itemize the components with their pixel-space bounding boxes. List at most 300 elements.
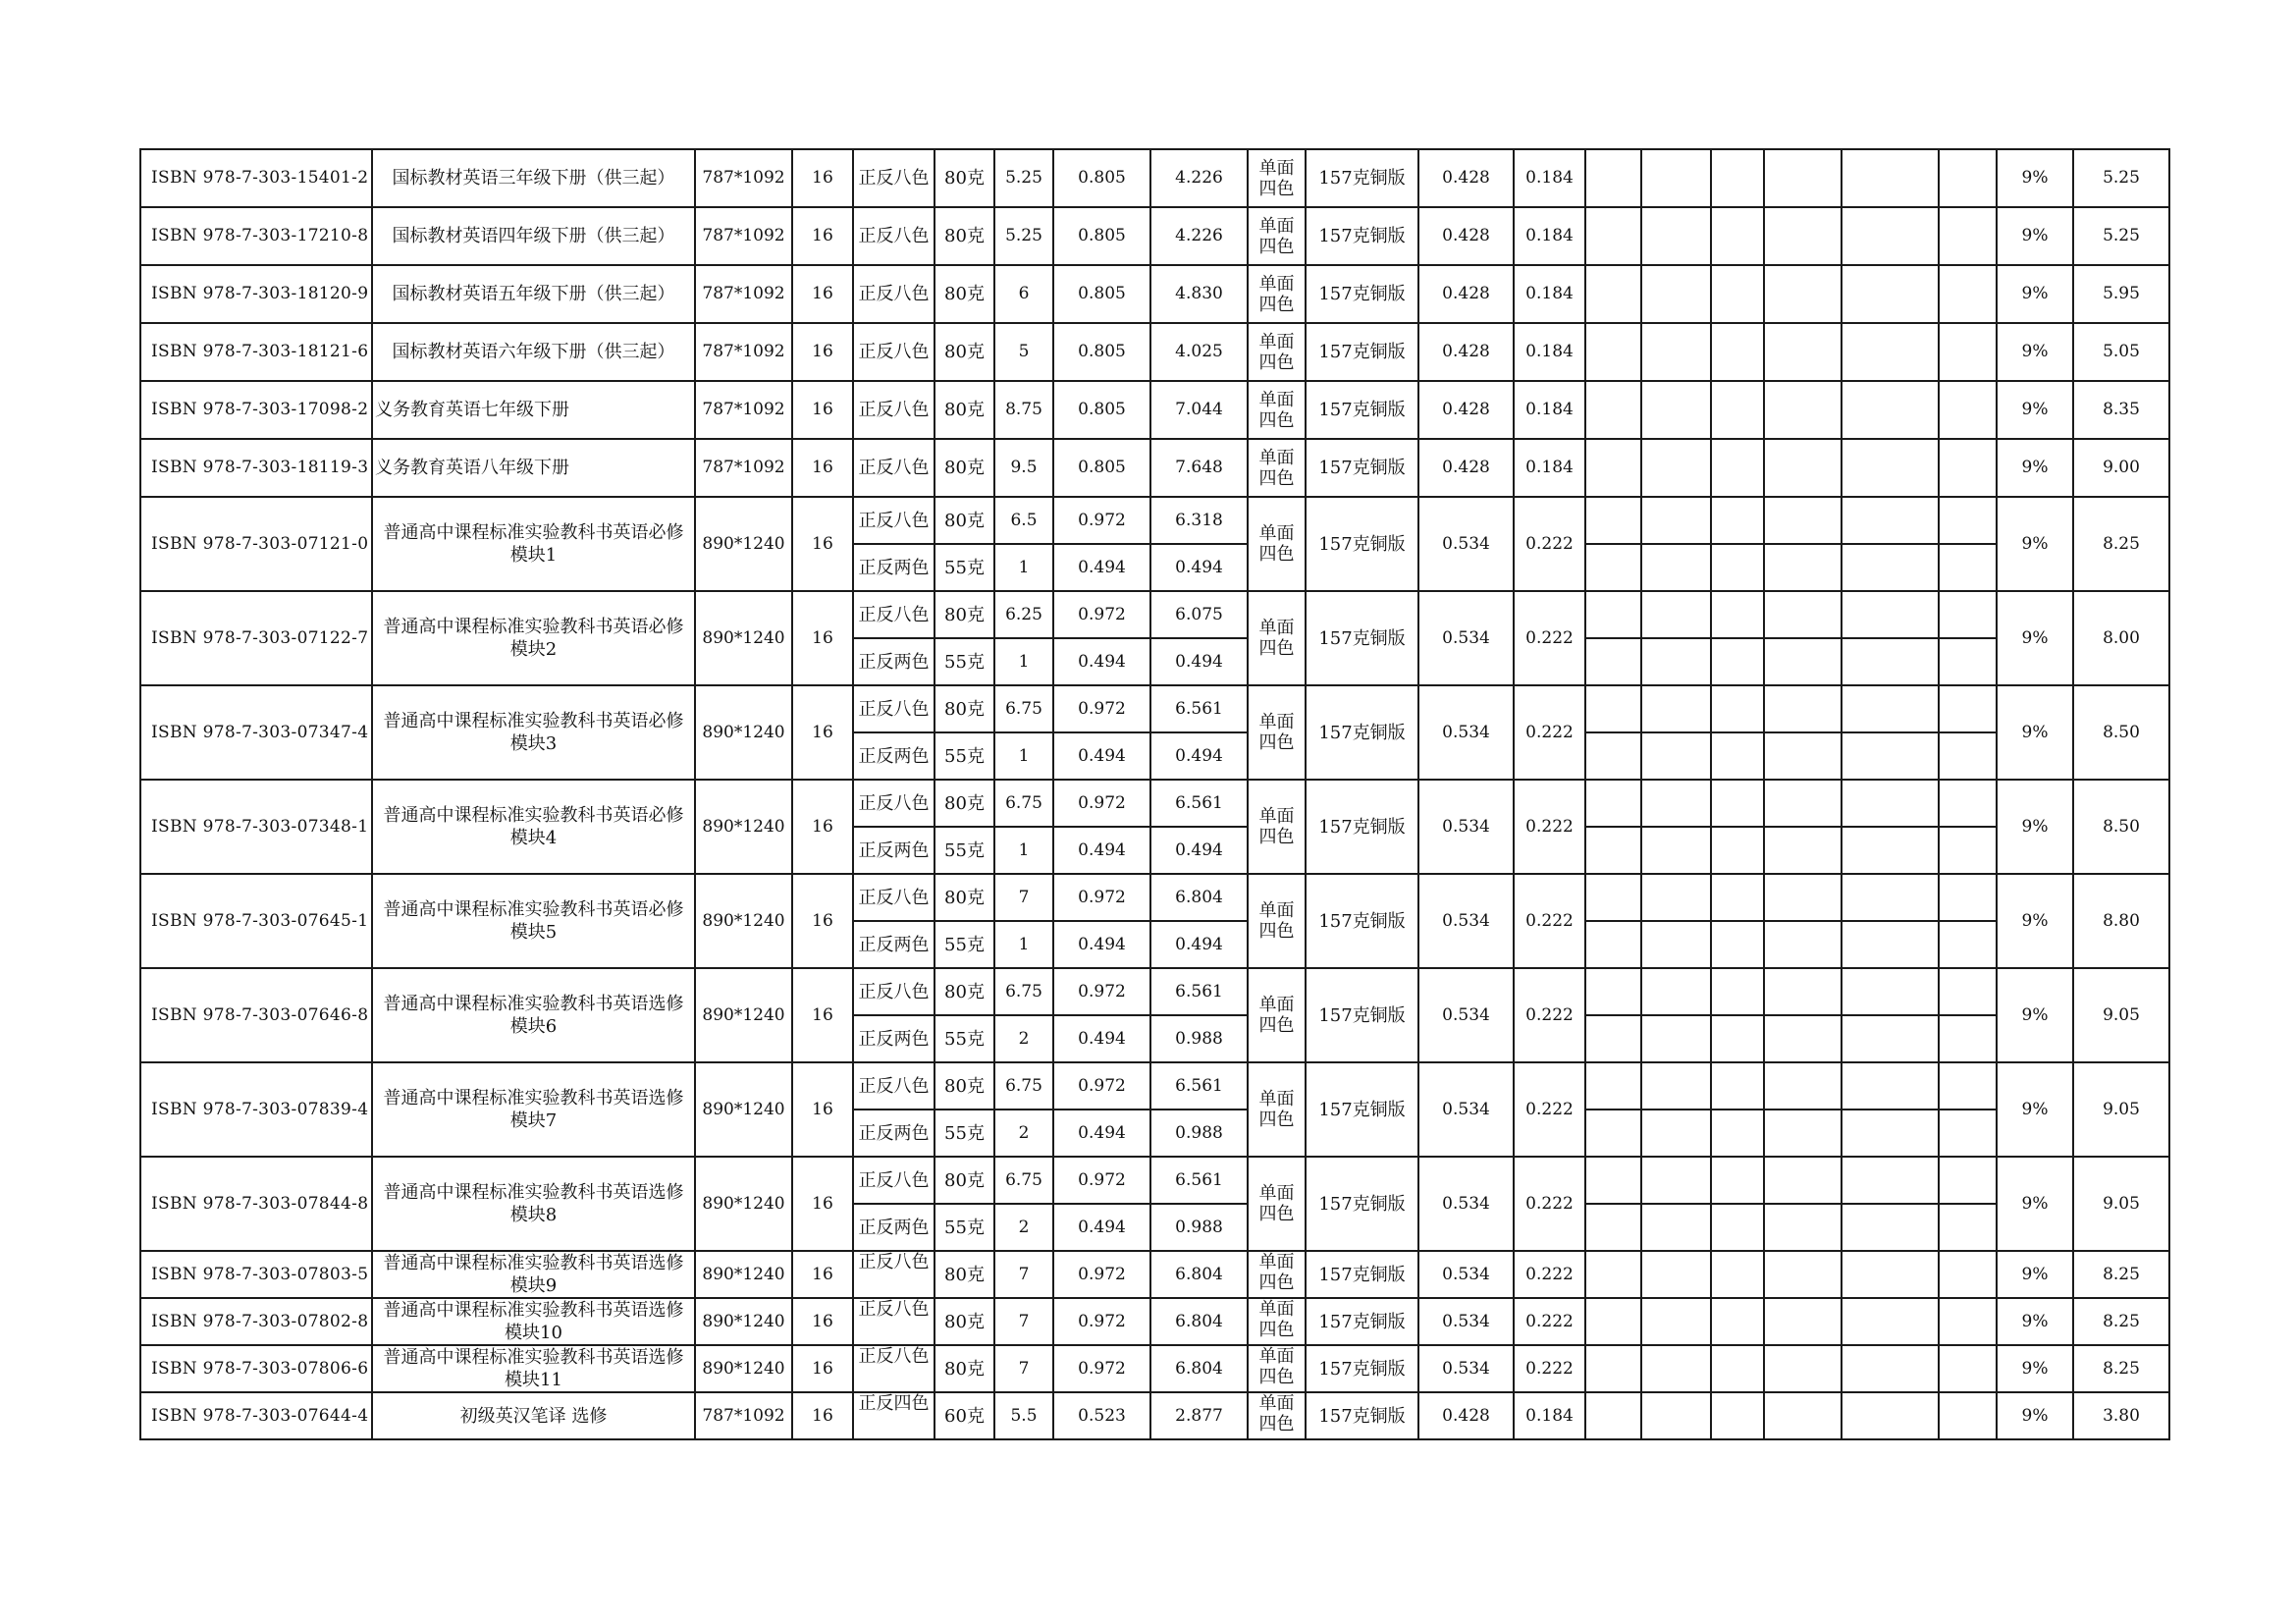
empty-cell xyxy=(1711,1157,1764,1204)
book-title-cell: 普通高中课程标准实验教科书英语选修模块7 xyxy=(372,1062,695,1157)
paper-weight-cell: 80克 xyxy=(934,1345,994,1392)
cover-paper-cell: 157克铜版 xyxy=(1306,874,1418,968)
empty-cell xyxy=(1842,497,1939,544)
text-amount-cell: 2.877 xyxy=(1150,1392,1248,1439)
book-title-cell: 普通高中课程标准实验教科书英语选修模块10 xyxy=(372,1298,695,1345)
unit-price-cell: 0.972 xyxy=(1053,1345,1150,1392)
print-color-cell: 正反八色 xyxy=(853,1345,934,1392)
text-amount-cell: 0.988 xyxy=(1150,1110,1248,1157)
cover-price-cell: 0.534 xyxy=(1418,1251,1514,1298)
cover-color-cell: 单面四色 xyxy=(1248,439,1306,497)
rate-cell: 9% xyxy=(1997,874,2073,968)
empty-cell xyxy=(1711,1062,1764,1110)
list-price-cell: 9.00 xyxy=(2073,439,2169,497)
cover-cost-cell: 0.222 xyxy=(1514,780,1585,874)
cover-paper-cell: 157克铜版 xyxy=(1306,439,1418,497)
table-row xyxy=(140,1298,2169,1345)
table-row xyxy=(140,685,2169,732)
cover-price-cell: 0.534 xyxy=(1418,591,1514,685)
empty-cell xyxy=(1842,1392,1939,1439)
cover-paper-cell: 157克铜版 xyxy=(1306,1392,1418,1439)
isbn-cell: ISBN 978-7-303-07122-7 xyxy=(140,591,372,685)
format-size-cell: 890*1240 xyxy=(695,591,792,685)
textbook-price-table xyxy=(139,148,2170,1440)
sheet-count-cell: 9.5 xyxy=(994,439,1053,497)
cover-paper-cell: 157克铜版 xyxy=(1306,1157,1418,1251)
sheet-count-cell: 5.25 xyxy=(994,207,1053,265)
empty-cell xyxy=(1842,1298,1939,1345)
table-row xyxy=(140,1251,2169,1298)
print-color-cell: 正反两色 xyxy=(853,544,934,591)
text-amount-cell: 6.561 xyxy=(1150,685,1248,732)
empty-cell xyxy=(1764,207,1842,265)
unit-price-cell: 0.494 xyxy=(1053,732,1150,780)
cover-color-cell: 单面四色 xyxy=(1248,591,1306,685)
rate-cell: 9% xyxy=(1997,685,2073,780)
unit-price-cell: 0.494 xyxy=(1053,1015,1150,1062)
isbn-cell: ISBN 978-7-303-07646-8 xyxy=(140,968,372,1062)
cover-price-cell: 0.428 xyxy=(1418,381,1514,439)
empty-cell xyxy=(1939,638,1997,685)
paper-weight-cell: 80克 xyxy=(934,1062,994,1110)
empty-cell xyxy=(1842,207,1939,265)
unit-price-cell: 0.972 xyxy=(1053,874,1150,921)
print-color-cell: 正反八色 xyxy=(853,1251,934,1298)
cover-color-cell: 单面四色 xyxy=(1248,149,1306,207)
text-amount-cell: 0.988 xyxy=(1150,1015,1248,1062)
rate-cell: 9% xyxy=(1997,1062,2073,1157)
list-price-cell: 3.80 xyxy=(2073,1392,2169,1439)
rate-cell: 9% xyxy=(1997,207,2073,265)
cover-color-cell: 单面四色 xyxy=(1248,685,1306,780)
cover-price-cell: 0.428 xyxy=(1418,323,1514,381)
sheet-count-cell: 1 xyxy=(994,544,1053,591)
empty-cell xyxy=(1939,265,1997,323)
empty-cell xyxy=(1939,439,1997,497)
empty-cell xyxy=(1939,1392,1997,1439)
sheet-count-cell: 5.25 xyxy=(994,149,1053,207)
table-body xyxy=(140,149,2169,1439)
empty-cell xyxy=(1585,149,1641,207)
empty-cell xyxy=(1641,1345,1711,1392)
empty-cell xyxy=(1842,1015,1939,1062)
empty-cell xyxy=(1641,1015,1711,1062)
kai-cell: 16 xyxy=(792,1157,853,1251)
isbn-cell: ISBN 978-7-303-07839-4 xyxy=(140,1062,372,1157)
empty-cell xyxy=(1939,1157,1997,1204)
cover-cost-cell: 0.222 xyxy=(1514,1062,1585,1157)
kai-cell: 16 xyxy=(792,497,853,591)
empty-cell xyxy=(1842,874,1939,921)
format-size-cell: 890*1240 xyxy=(695,968,792,1062)
empty-cell xyxy=(1842,1062,1939,1110)
empty-cell xyxy=(1641,732,1711,780)
empty-cell xyxy=(1711,265,1764,323)
paper-weight-cell: 80克 xyxy=(934,1157,994,1204)
text-amount-cell: 4.226 xyxy=(1150,207,1248,265)
paper-weight-cell: 55克 xyxy=(934,544,994,591)
empty-cell xyxy=(1842,780,1939,827)
list-price-cell: 5.05 xyxy=(2073,323,2169,381)
isbn-cell: ISBN 978-7-303-17210-8 xyxy=(140,207,372,265)
empty-cell xyxy=(1585,1157,1641,1204)
empty-cell xyxy=(1939,207,1997,265)
cover-price-cell: 0.534 xyxy=(1418,497,1514,591)
isbn-cell: ISBN 978-7-303-07347-4 xyxy=(140,685,372,780)
unit-price-cell: 0.972 xyxy=(1053,1157,1150,1204)
cover-color-cell: 单面四色 xyxy=(1248,1345,1306,1392)
list-price-cell: 9.05 xyxy=(2073,968,2169,1062)
empty-cell xyxy=(1764,544,1842,591)
isbn-cell: ISBN 978-7-303-07844-8 xyxy=(140,1157,372,1251)
table-row xyxy=(140,439,2169,497)
empty-cell xyxy=(1585,544,1641,591)
print-color-cell: 正反八色 xyxy=(853,1298,934,1345)
book-title-cell: 普通高中课程标准实验教科书英语必修模块2 xyxy=(372,591,695,685)
empty-cell xyxy=(1711,1110,1764,1157)
table-row xyxy=(140,591,2169,638)
cover-price-cell: 0.428 xyxy=(1418,207,1514,265)
table-row xyxy=(140,497,2169,544)
text-amount-cell: 6.561 xyxy=(1150,1062,1248,1110)
list-price-cell: 9.05 xyxy=(2073,1062,2169,1157)
kai-cell: 16 xyxy=(792,149,853,207)
cover-cost-cell: 0.184 xyxy=(1514,207,1585,265)
empty-cell xyxy=(1764,265,1842,323)
book-title-cell: 普通高中课程标准实验教科书英语选修模块9 xyxy=(372,1251,695,1298)
print-color-cell: 正反八色 xyxy=(853,685,934,732)
cover-price-cell: 0.534 xyxy=(1418,1157,1514,1251)
table-row xyxy=(140,780,2169,827)
sheet-count-cell: 6 xyxy=(994,265,1053,323)
cover-price-cell: 0.534 xyxy=(1418,968,1514,1062)
empty-cell xyxy=(1585,827,1641,874)
cover-paper-cell: 157克铜版 xyxy=(1306,780,1418,874)
table-row xyxy=(140,265,2169,323)
print-color-cell: 正反八色 xyxy=(853,497,934,544)
book-title-cell: 普通高中课程标准实验教科书英语必修模块5 xyxy=(372,874,695,968)
empty-cell xyxy=(1585,439,1641,497)
text-amount-cell: 0.988 xyxy=(1150,1204,1248,1251)
empty-cell xyxy=(1585,1110,1641,1157)
cover-price-cell: 0.534 xyxy=(1418,685,1514,780)
empty-cell xyxy=(1764,381,1842,439)
empty-cell xyxy=(1842,439,1939,497)
table-row xyxy=(140,1392,2169,1439)
empty-cell xyxy=(1711,874,1764,921)
empty-cell xyxy=(1764,685,1842,732)
sheet-count-cell: 1 xyxy=(994,827,1053,874)
cover-paper-cell: 157克铜版 xyxy=(1306,149,1418,207)
book-title-cell: 普通高中课程标准实验教科书英语选修模块8 xyxy=(372,1157,695,1251)
rate-cell: 9% xyxy=(1997,439,2073,497)
empty-cell xyxy=(1641,381,1711,439)
isbn-cell: ISBN 978-7-303-07121-0 xyxy=(140,497,372,591)
empty-cell xyxy=(1585,1298,1641,1345)
list-price-cell: 5.25 xyxy=(2073,207,2169,265)
cover-cost-cell: 0.222 xyxy=(1514,591,1585,685)
empty-cell xyxy=(1939,544,1997,591)
format-size-cell: 787*1092 xyxy=(695,323,792,381)
empty-cell xyxy=(1764,1345,1842,1392)
kai-cell: 16 xyxy=(792,874,853,968)
empty-cell xyxy=(1711,780,1764,827)
cover-price-cell: 0.534 xyxy=(1418,780,1514,874)
empty-cell xyxy=(1711,544,1764,591)
paper-weight-cell: 80克 xyxy=(934,968,994,1015)
text-amount-cell: 6.561 xyxy=(1150,780,1248,827)
rate-cell: 9% xyxy=(1997,149,2073,207)
rate-cell: 9% xyxy=(1997,265,2073,323)
print-color-cell: 正反两色 xyxy=(853,921,934,968)
format-size-cell: 890*1240 xyxy=(695,1062,792,1157)
empty-cell xyxy=(1842,323,1939,381)
cover-cost-cell: 0.184 xyxy=(1514,439,1585,497)
empty-cell xyxy=(1585,1251,1641,1298)
kai-cell: 16 xyxy=(792,968,853,1062)
paper-weight-cell: 80克 xyxy=(934,874,994,921)
empty-cell xyxy=(1764,921,1842,968)
format-size-cell: 890*1240 xyxy=(695,874,792,968)
empty-cell xyxy=(1641,544,1711,591)
paper-weight-cell: 80克 xyxy=(934,1251,994,1298)
empty-cell xyxy=(1585,591,1641,638)
empty-cell xyxy=(1842,827,1939,874)
unit-price-cell: 0.972 xyxy=(1053,497,1150,544)
table-row xyxy=(140,1062,2169,1110)
unit-price-cell: 0.494 xyxy=(1053,544,1150,591)
unit-price-cell: 0.494 xyxy=(1053,1110,1150,1157)
empty-cell xyxy=(1764,827,1842,874)
paper-weight-cell: 80克 xyxy=(934,265,994,323)
empty-cell xyxy=(1641,1392,1711,1439)
sheet-count-cell: 8.75 xyxy=(994,381,1053,439)
sheet-count-cell: 5 xyxy=(994,323,1053,381)
empty-cell xyxy=(1641,149,1711,207)
empty-cell xyxy=(1641,685,1711,732)
empty-cell xyxy=(1711,149,1764,207)
cover-paper-cell: 157克铜版 xyxy=(1306,685,1418,780)
book-title-cell: 初级英汉笔译 选修 xyxy=(372,1392,695,1439)
sheet-count-cell: 6.75 xyxy=(994,968,1053,1015)
cover-price-cell: 0.428 xyxy=(1418,265,1514,323)
sheet-count-cell: 7 xyxy=(994,1345,1053,1392)
paper-weight-cell: 80克 xyxy=(934,439,994,497)
empty-cell xyxy=(1842,544,1939,591)
cover-cost-cell: 0.222 xyxy=(1514,497,1585,591)
list-price-cell: 8.25 xyxy=(2073,1251,2169,1298)
empty-cell xyxy=(1764,1298,1842,1345)
kai-cell: 16 xyxy=(792,265,853,323)
rate-cell: 9% xyxy=(1997,381,2073,439)
table-row xyxy=(140,381,2169,439)
empty-cell xyxy=(1641,265,1711,323)
cover-paper-cell: 157克铜版 xyxy=(1306,1298,1418,1345)
sheet-count-cell: 7 xyxy=(994,1298,1053,1345)
empty-cell xyxy=(1711,381,1764,439)
empty-cell xyxy=(1939,1298,1997,1345)
empty-cell xyxy=(1842,685,1939,732)
empty-cell xyxy=(1585,968,1641,1015)
empty-cell xyxy=(1641,1298,1711,1345)
empty-cell xyxy=(1585,1392,1641,1439)
empty-cell xyxy=(1939,827,1997,874)
empty-cell xyxy=(1711,1345,1764,1392)
unit-price-cell: 0.494 xyxy=(1053,827,1150,874)
cover-color-cell: 单面四色 xyxy=(1248,1062,1306,1157)
empty-cell xyxy=(1939,685,1997,732)
print-color-cell: 正反八色 xyxy=(853,968,934,1015)
table-row xyxy=(140,207,2169,265)
text-amount-cell: 6.804 xyxy=(1150,1345,1248,1392)
cover-color-cell: 单面四色 xyxy=(1248,1251,1306,1298)
unit-price-cell: 0.972 xyxy=(1053,591,1150,638)
format-size-cell: 890*1240 xyxy=(695,1157,792,1251)
empty-cell xyxy=(1641,1157,1711,1204)
text-amount-cell: 7.648 xyxy=(1150,439,1248,497)
table-row xyxy=(140,149,2169,207)
unit-price-cell: 0.972 xyxy=(1053,1298,1150,1345)
book-title-cell: 普通高中课程标准实验教科书英语选修模块6 xyxy=(372,968,695,1062)
book-title-cell: 普通高中课程标准实验教科书英语必修模块3 xyxy=(372,685,695,780)
paper-weight-cell: 80克 xyxy=(934,1298,994,1345)
sheet-count-cell: 2 xyxy=(994,1110,1053,1157)
empty-cell xyxy=(1939,1345,1997,1392)
kai-cell: 16 xyxy=(792,323,853,381)
table-row xyxy=(140,968,2169,1015)
list-price-cell: 8.00 xyxy=(2073,591,2169,685)
empty-cell xyxy=(1764,497,1842,544)
cover-paper-cell: 157克铜版 xyxy=(1306,497,1418,591)
format-size-cell: 787*1092 xyxy=(695,1392,792,1439)
empty-cell xyxy=(1842,265,1939,323)
empty-cell xyxy=(1764,1251,1842,1298)
empty-cell xyxy=(1764,1392,1842,1439)
format-size-cell: 787*1092 xyxy=(695,265,792,323)
paper-weight-cell: 80克 xyxy=(934,149,994,207)
cover-cost-cell: 0.222 xyxy=(1514,1157,1585,1251)
empty-cell xyxy=(1641,439,1711,497)
unit-price-cell: 0.805 xyxy=(1053,265,1150,323)
book-title-cell: 普通高中课程标准实验教科书英语选修模块11 xyxy=(372,1345,695,1392)
cover-cost-cell: 0.222 xyxy=(1514,685,1585,780)
print-color-cell: 正反八色 xyxy=(853,1157,934,1204)
list-price-cell: 9.05 xyxy=(2073,1157,2169,1251)
print-color-cell: 正反八色 xyxy=(853,207,934,265)
unit-price-cell: 0.805 xyxy=(1053,381,1150,439)
text-amount-cell: 6.561 xyxy=(1150,1157,1248,1204)
isbn-cell: ISBN 978-7-303-07644-4 xyxy=(140,1392,372,1439)
list-price-cell: 5.25 xyxy=(2073,149,2169,207)
empty-cell xyxy=(1585,207,1641,265)
empty-cell xyxy=(1764,323,1842,381)
empty-cell xyxy=(1711,1298,1764,1345)
sheet-count-cell: 2 xyxy=(994,1015,1053,1062)
empty-cell xyxy=(1939,732,1997,780)
empty-cell xyxy=(1585,638,1641,685)
kai-cell: 16 xyxy=(792,780,853,874)
empty-cell xyxy=(1939,968,1997,1015)
empty-cell xyxy=(1939,497,1997,544)
empty-cell xyxy=(1585,874,1641,921)
print-color-cell: 正反八色 xyxy=(853,439,934,497)
empty-cell xyxy=(1842,1204,1939,1251)
sheet-count-cell: 7 xyxy=(994,874,1053,921)
print-color-cell: 正反四色 xyxy=(853,1392,934,1439)
format-size-cell: 890*1240 xyxy=(695,1345,792,1392)
empty-cell xyxy=(1764,1062,1842,1110)
empty-cell xyxy=(1764,1204,1842,1251)
book-title-cell: 国标教材英语四年级下册（供三起） xyxy=(372,207,695,265)
unit-price-cell: 0.494 xyxy=(1053,638,1150,685)
empty-cell xyxy=(1764,638,1842,685)
text-amount-cell: 6.804 xyxy=(1150,874,1248,921)
unit-price-cell: 0.805 xyxy=(1053,439,1150,497)
list-price-cell: 8.80 xyxy=(2073,874,2169,968)
rate-cell: 9% xyxy=(1997,1157,2073,1251)
print-color-cell: 正反八色 xyxy=(853,265,934,323)
rate-cell: 9% xyxy=(1997,968,2073,1062)
isbn-cell: ISBN 978-7-303-07806-6 xyxy=(140,1345,372,1392)
empty-cell xyxy=(1641,591,1711,638)
kai-cell: 16 xyxy=(792,685,853,780)
print-color-cell: 正反两色 xyxy=(853,638,934,685)
rate-cell: 9% xyxy=(1997,1251,2073,1298)
empty-cell xyxy=(1711,921,1764,968)
empty-cell xyxy=(1585,780,1641,827)
sheet-count-cell: 1 xyxy=(994,732,1053,780)
cover-paper-cell: 157克铜版 xyxy=(1306,1062,1418,1157)
paper-weight-cell: 55克 xyxy=(934,1204,994,1251)
book-title-cell: 国标教材英语三年级下册（供三起） xyxy=(372,149,695,207)
unit-price-cell: 0.972 xyxy=(1053,1251,1150,1298)
isbn-cell: ISBN 978-7-303-18121-6 xyxy=(140,323,372,381)
empty-cell xyxy=(1842,968,1939,1015)
empty-cell xyxy=(1939,1062,1997,1110)
empty-cell xyxy=(1939,591,1997,638)
isbn-cell: ISBN 978-7-303-15401-2 xyxy=(140,149,372,207)
cover-price-cell: 0.428 xyxy=(1418,1392,1514,1439)
isbn-cell: ISBN 978-7-303-18119-3 xyxy=(140,439,372,497)
format-size-cell: 890*1240 xyxy=(695,1298,792,1345)
empty-cell xyxy=(1939,1110,1997,1157)
text-amount-cell: 6.804 xyxy=(1150,1298,1248,1345)
empty-cell xyxy=(1711,1392,1764,1439)
cover-cost-cell: 0.184 xyxy=(1514,1392,1585,1439)
empty-cell xyxy=(1641,207,1711,265)
cover-color-cell: 单面四色 xyxy=(1248,381,1306,439)
cover-paper-cell: 157克铜版 xyxy=(1306,1345,1418,1392)
rate-cell: 9% xyxy=(1997,323,2073,381)
paper-weight-cell: 80克 xyxy=(934,381,994,439)
empty-cell xyxy=(1764,149,1842,207)
empty-cell xyxy=(1711,1015,1764,1062)
cover-color-cell: 单面四色 xyxy=(1248,323,1306,381)
empty-cell xyxy=(1641,1251,1711,1298)
list-price-cell: 8.25 xyxy=(2073,1298,2169,1345)
empty-cell xyxy=(1585,1345,1641,1392)
sheet-count-cell: 6.25 xyxy=(994,591,1053,638)
empty-cell xyxy=(1641,323,1711,381)
cover-cost-cell: 0.184 xyxy=(1514,265,1585,323)
cover-color-cell: 单面四色 xyxy=(1248,1298,1306,1345)
empty-cell xyxy=(1939,323,1997,381)
kai-cell: 16 xyxy=(792,591,853,685)
empty-cell xyxy=(1939,1015,1997,1062)
kai-cell: 16 xyxy=(792,439,853,497)
isbn-cell: ISBN 978-7-303-07803-5 xyxy=(140,1251,372,1298)
empty-cell xyxy=(1764,1157,1842,1204)
